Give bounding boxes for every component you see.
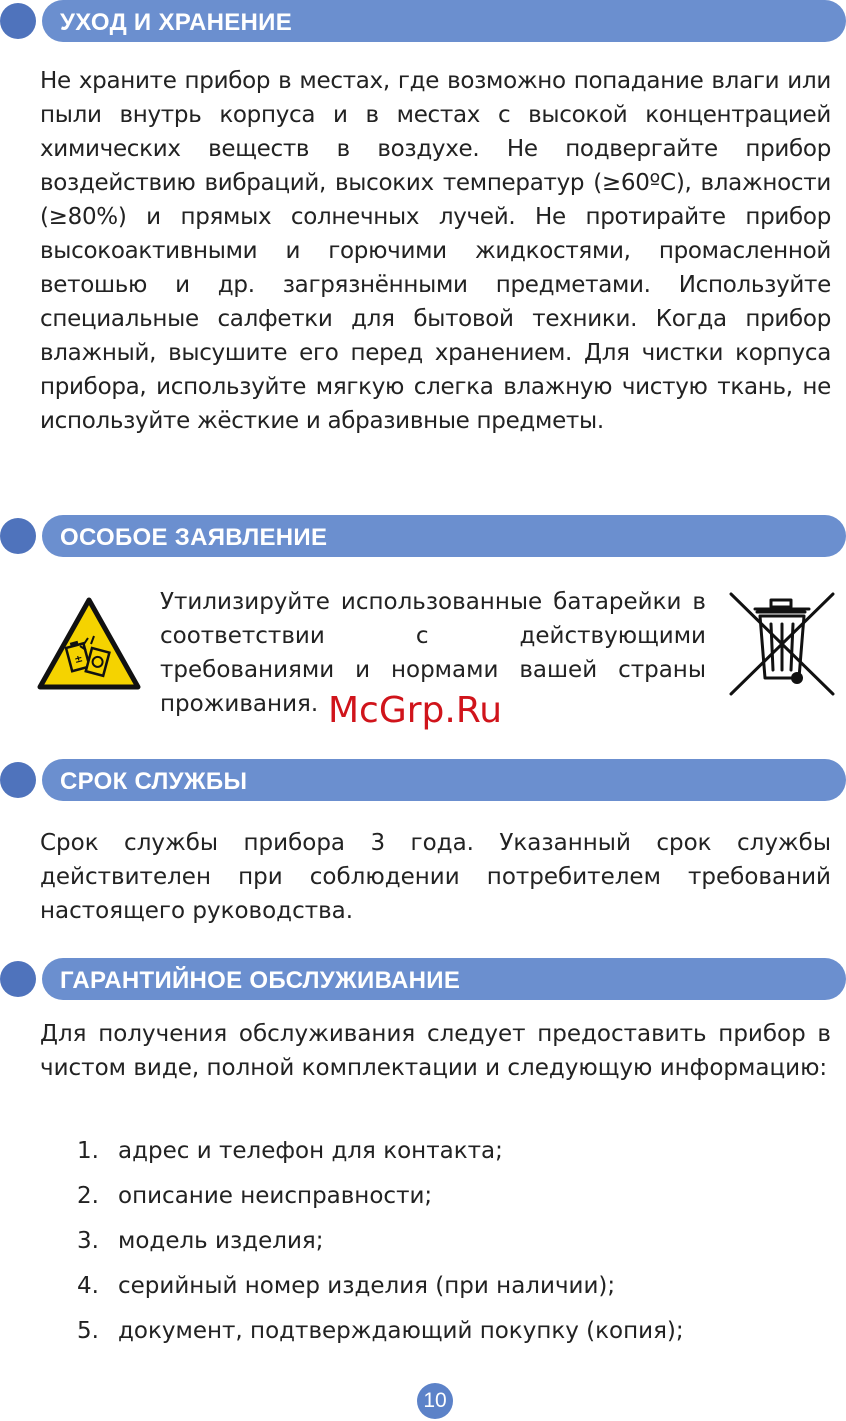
section-title: СРОК СЛУЖБЫ: [60, 768, 248, 795]
header-bar: [42, 515, 846, 557]
warranty-requirements-list: [72, 1134, 684, 1359]
header-bullet: [0, 518, 36, 554]
section-title: УХОД И ХРАНЕНИЕ: [60, 9, 293, 36]
list-item: [72, 1134, 684, 1179]
list-item: [72, 1269, 684, 1314]
section-header-special: [0, 515, 846, 557]
section-header-service-life: [0, 759, 846, 801]
list-item-text: адрес и телефон для контакта;: [118, 1138, 503, 1164]
warranty-paragraph: Для получения обслуживания следует предоставить прибор в чистом виде, полной комплектации и следующую информацию:: [40, 1021, 831, 1081]
header-bar: [42, 0, 846, 42]
list-item-text: серийный номер изделия (при наличии);: [118, 1273, 616, 1299]
page-number: 10: [417, 1383, 453, 1419]
list-item-text: модель изделия;: [118, 1228, 324, 1254]
list-item-number: 5.: [77, 1318, 99, 1344]
list-item: [72, 1179, 684, 1224]
list-item-number: 4.: [77, 1273, 99, 1299]
header-bullet: [0, 961, 36, 997]
svg-text:±: ±: [73, 653, 85, 667]
header-bullet: [0, 3, 36, 39]
header-bar: [42, 759, 846, 801]
section-header-care: [0, 0, 846, 42]
list-item-number: 2.: [77, 1183, 99, 1209]
list-item: [72, 1314, 684, 1359]
list-item-text: документ, подтверждающий покупку (копия);: [118, 1318, 684, 1344]
battery-disposal-text: Утилизируйте использованные батарейки в соответствии с действующими требованиями и нормами вашей страны проживания.: [160, 589, 706, 717]
list-item-text: описание неисправности;: [118, 1183, 433, 1209]
list-item: [72, 1224, 684, 1269]
section-title: ГАРАНТИЙНОЕ ОБСЛУЖИВАНИЕ: [60, 967, 461, 994]
service-life-paragraph: Срок службы прибора 3 года. Указанный срок службы действителен при соблюдении потребителем требований настоящего руководства.: [40, 830, 831, 924]
list-item-number: 1.: [77, 1138, 99, 1164]
header-bullet: [0, 762, 36, 798]
care-paragraph: Не храните прибор в местах, где возможно попадание влаги или пыли внутрь корпуса и в местах с высокой концентрацией химических веществ в воздухе. Не подвергайте прибор воздействию вибраций, высоких температур (≥60ºС), влажности (≥80%) и прямых солнечных лучей. Не протирайте прибор высокоактивными и горючими жидкостями, промасленной ветошью и др. загрязнёнными предметами. Используйте специальные салфетки для бытовой техники. Когда прибор влажный, высушите его перед хранением. Для чистки корпуса прибора, используйте мягкую слегка влажную чистую ткань, не используйте жёсткие и абразивные предметы.: [40, 68, 831, 434]
watermark: McGrp.Ru: [328, 690, 503, 731]
list-item-number: 3.: [77, 1228, 99, 1254]
header-bar: [42, 958, 846, 1000]
crossed-out-wheelie-bin-icon: [727, 590, 837, 698]
section-header-warranty: [0, 958, 846, 1000]
section-title: ОСОБОЕ ЗАЯВЛЕНИЕ: [60, 524, 328, 551]
battery-hazard-warning-icon: [36, 596, 142, 692]
